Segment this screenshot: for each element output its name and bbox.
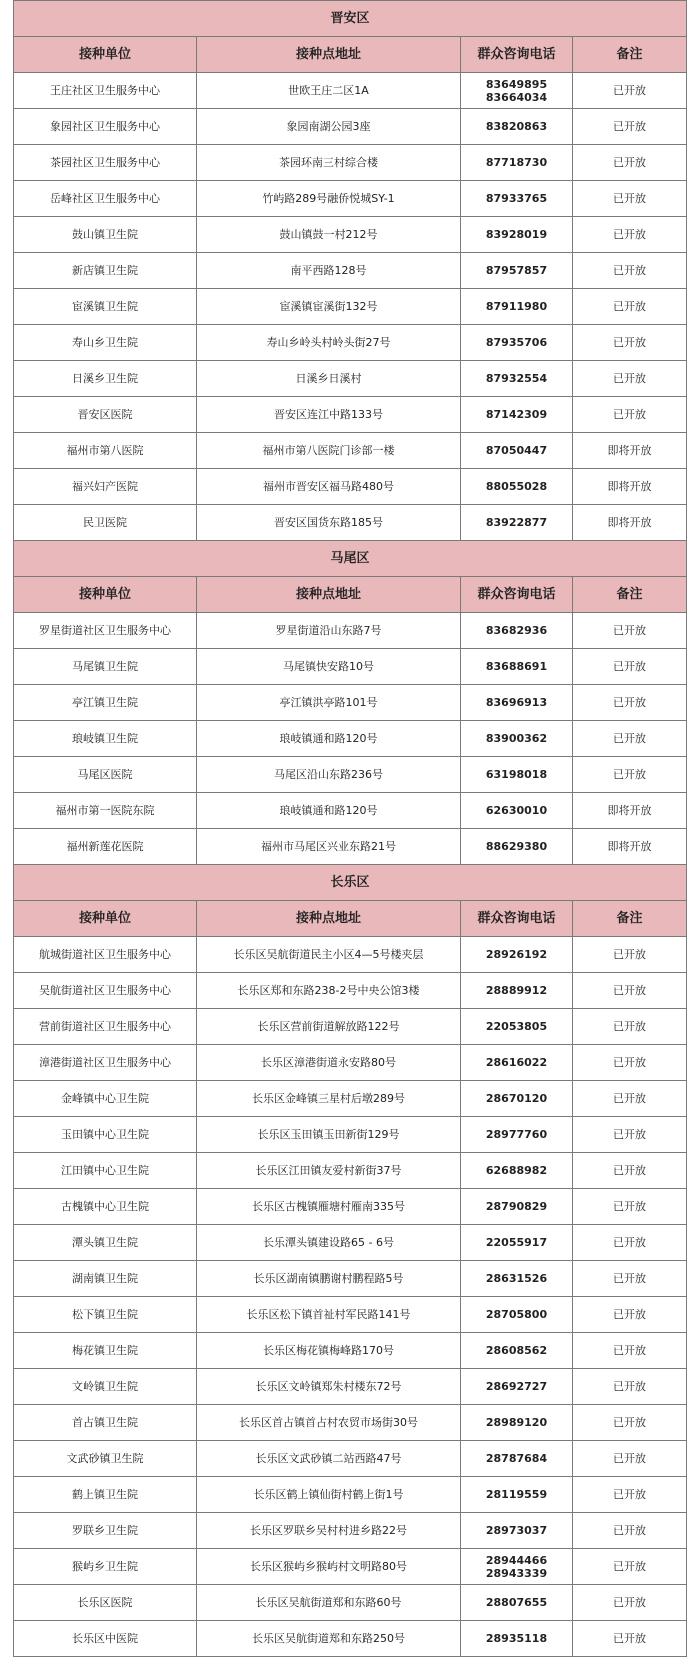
- cell-note: 即将开放: [573, 433, 687, 469]
- phone-number: 83664034: [485, 90, 548, 104]
- cell-note: 已开放: [573, 253, 687, 289]
- cell-unit: 晋安区医院: [14, 397, 197, 433]
- cell-phone: [461, 1441, 573, 1477]
- cell-unit: 琅岐镇卫生院: [14, 721, 197, 757]
- cell-note: 已开放: [573, 1189, 687, 1225]
- cell-note: 已开放: [573, 397, 687, 433]
- section-title: 晋安区: [14, 1, 687, 37]
- cell-phone: [461, 1261, 573, 1297]
- cell-unit: 湖南镇卫生院: [14, 1261, 197, 1297]
- cell-unit: 寿山乡卫生院: [14, 325, 197, 361]
- cell-address: 长乐区吴航街道郑和东路250号: [197, 1621, 461, 1657]
- cell-note: 已开放: [573, 181, 687, 217]
- table-row: [14, 757, 687, 793]
- table-row: [14, 253, 687, 289]
- cell-phone: [461, 973, 573, 1009]
- table-row: [14, 721, 687, 757]
- cell-note: 已开放: [573, 1369, 687, 1405]
- cell-note: 已开放: [573, 145, 687, 181]
- cell-unit: 长乐区医院: [14, 1585, 197, 1621]
- cell-address: 长乐区文武砂镇二站西路47号: [197, 1441, 461, 1477]
- cell-phone: [461, 1225, 573, 1261]
- table-body: [14, 1, 687, 1657]
- cell-unit: 航城街道社区卫生服务中心: [14, 937, 197, 973]
- section-title-row: [14, 541, 687, 577]
- cell-address: 竹屿路289号融侨悦城SY-1: [197, 181, 461, 217]
- cell-unit: 漳港街道社区卫生服务中心: [14, 1045, 197, 1081]
- phone-number: 28926192: [485, 948, 548, 961]
- cell-unit: 梅花镇卫生院: [14, 1333, 197, 1369]
- cell-phone: [461, 109, 573, 145]
- cell-unit: 玉田镇中心卫生院: [14, 1117, 197, 1153]
- phone-number: 22055917: [485, 1236, 548, 1249]
- cell-note: 已开放: [573, 1549, 687, 1585]
- cell-phone: [461, 361, 573, 397]
- cell-address: 长乐区吴航街道民主小区4—5号楼夹层: [197, 937, 461, 973]
- phone-number: 28977760: [485, 1128, 548, 1141]
- phone-number: 28787684: [485, 1452, 548, 1465]
- header-unit: 接种单位: [14, 901, 197, 937]
- cell-unit: 鼓山镇卫生院: [14, 217, 197, 253]
- cell-unit: 岳峰社区卫生服务中心: [14, 181, 197, 217]
- phone-number: 87957857: [485, 264, 548, 277]
- cell-address: 长乐区梅花镇梅峰路170号: [197, 1333, 461, 1369]
- phone-number: 88055028: [485, 480, 548, 493]
- table-row: [14, 793, 687, 829]
- cell-unit: 营前街道社区卫生服务中心: [14, 1009, 197, 1045]
- table-row: [14, 1261, 687, 1297]
- cell-note: 已开放: [573, 1585, 687, 1621]
- table-row: [14, 1225, 687, 1261]
- cell-phone: [461, 829, 573, 865]
- cell-unit: 古槐镇中心卫生院: [14, 1189, 197, 1225]
- cell-unit: 亭江镇卫生院: [14, 685, 197, 721]
- cell-note: 已开放: [573, 1621, 687, 1657]
- cell-unit: 王庄社区卫生服务中心: [14, 73, 197, 109]
- cell-phone: [461, 1189, 573, 1225]
- table-row: [14, 1369, 687, 1405]
- table-row: [14, 361, 687, 397]
- section-title-row: [14, 865, 687, 901]
- cell-phone: [461, 253, 573, 289]
- section-title-row: [14, 1, 687, 37]
- cell-unit: 文岭镇卫生院: [14, 1369, 197, 1405]
- table-row: [14, 1477, 687, 1513]
- phone-number: 28943339: [485, 1566, 548, 1580]
- cell-note: 已开放: [573, 1297, 687, 1333]
- cell-phone: [461, 1477, 573, 1513]
- header-phone: 群众咨询电话: [461, 577, 573, 613]
- phone-number: 28608562: [485, 1344, 548, 1357]
- cell-note: 已开放: [573, 685, 687, 721]
- cell-note: 已开放: [573, 613, 687, 649]
- phone-number: 28692727: [485, 1380, 548, 1393]
- cell-phone: [461, 1009, 573, 1045]
- cell-address: 马尾区沿山东路236号: [197, 757, 461, 793]
- phone-number: 83922877: [485, 516, 548, 529]
- cell-address: 长乐潭头镇建设路65 - 6号: [197, 1225, 461, 1261]
- cell-phone: [461, 217, 573, 253]
- table-row: [14, 685, 687, 721]
- cell-note: 已开放: [573, 1477, 687, 1513]
- header-address: 接种点地址: [197, 577, 461, 613]
- cell-unit: 松下镇卫生院: [14, 1297, 197, 1333]
- cell-address: 福州市晋安区福马路480号: [197, 469, 461, 505]
- cell-address: 长乐区金峰镇三星村后墩289号: [197, 1081, 461, 1117]
- cell-address: 福州市第八医院门诊部一楼: [197, 433, 461, 469]
- cell-unit: 新店镇卫生院: [14, 253, 197, 289]
- cell-unit: 福州新莲花医院: [14, 829, 197, 865]
- cell-unit: 猴屿乡卫生院: [14, 1549, 197, 1585]
- phone-number: 83688691: [485, 660, 548, 673]
- cell-note: 即将开放: [573, 505, 687, 541]
- cell-address: 长乐区松下镇首祉村军民路141号: [197, 1297, 461, 1333]
- cell-phone: [461, 289, 573, 325]
- cell-unit: 长乐区中医院: [14, 1621, 197, 1657]
- cell-address: 寿山乡岭头村岭头街27号: [197, 325, 461, 361]
- cell-phone: [461, 1045, 573, 1081]
- cell-phone: [461, 1297, 573, 1333]
- table-row: [14, 1117, 687, 1153]
- cell-address: 长乐区吴航街道郑和东路60号: [197, 1585, 461, 1621]
- cell-note: 已开放: [573, 1441, 687, 1477]
- table-row: [14, 325, 687, 361]
- cell-note: 即将开放: [573, 469, 687, 505]
- table-row: [14, 1549, 687, 1585]
- cell-note: 已开放: [573, 1009, 687, 1045]
- phone-number: 87911980: [485, 300, 548, 313]
- phone-number: 83820863: [485, 120, 548, 133]
- cell-unit: 福州市第八医院: [14, 433, 197, 469]
- header-address: 接种点地址: [197, 901, 461, 937]
- cell-phone: [461, 1153, 573, 1189]
- cell-unit: 福州市第一医院东院: [14, 793, 197, 829]
- cell-note: 已开放: [573, 1225, 687, 1261]
- section-title: 马尾区: [14, 541, 687, 577]
- cell-unit: 金峰镇中心卫生院: [14, 1081, 197, 1117]
- phone-number: 28119559: [485, 1488, 548, 1501]
- phone-number: 87050447: [485, 444, 548, 457]
- phone-number: 62630010: [485, 804, 548, 817]
- cell-unit: 吴航街道社区卫生服务中心: [14, 973, 197, 1009]
- cell-address: 琅岐镇通和路120号: [197, 721, 461, 757]
- cell-address: 琅岐镇通和路120号: [197, 793, 461, 829]
- cell-note: 已开放: [573, 757, 687, 793]
- cell-note: 已开放: [573, 1153, 687, 1189]
- cell-phone: [461, 1405, 573, 1441]
- cell-phone: [461, 325, 573, 361]
- phone-number: 87933765: [485, 192, 548, 205]
- cell-phone: [461, 1585, 573, 1621]
- cell-unit: 马尾镇卫生院: [14, 649, 197, 685]
- cell-address: 晋安区连江中路133号: [197, 397, 461, 433]
- header-unit: 接种单位: [14, 577, 197, 613]
- cell-address: 茶园环南三村综合楼: [197, 145, 461, 181]
- table-row: [14, 73, 687, 109]
- table-row: [14, 1153, 687, 1189]
- phone-number: 87935706: [485, 336, 548, 349]
- table-row: [14, 217, 687, 253]
- cell-unit: 茶园社区卫生服务中心: [14, 145, 197, 181]
- cell-note: 已开放: [573, 325, 687, 361]
- cell-address: 长乐区文岭镇郑朱村楼东72号: [197, 1369, 461, 1405]
- cell-note: 已开放: [573, 721, 687, 757]
- table-row: [14, 469, 687, 505]
- phone-number: 28973037: [485, 1524, 548, 1537]
- header-phone: 群众咨询电话: [461, 37, 573, 73]
- header-note: 备注: [573, 577, 687, 613]
- cell-address: 福州市马尾区兴业东路21号: [197, 829, 461, 865]
- cell-phone: [461, 469, 573, 505]
- cell-address: 晋安区国货东路185号: [197, 505, 461, 541]
- phone-number: 28889912: [485, 984, 548, 997]
- cell-unit: 罗联乡卫生院: [14, 1513, 197, 1549]
- cell-phone: [461, 757, 573, 793]
- cell-note: 已开放: [573, 289, 687, 325]
- cell-address: 长乐区湖南镇鹏谢村鹏程路5号: [197, 1261, 461, 1297]
- phone-number: 28935118: [485, 1632, 548, 1645]
- cell-address: 长乐区猴屿乡猴屿村文明路80号: [197, 1549, 461, 1585]
- table-row: [14, 181, 687, 217]
- cell-address: 长乐区漳港街道永安路80号: [197, 1045, 461, 1081]
- phone-number: 28807655: [485, 1596, 548, 1609]
- cell-address: 鼓山镇鼓一村212号: [197, 217, 461, 253]
- cell-address: 长乐区营前街道解放路122号: [197, 1009, 461, 1045]
- cell-note: 已开放: [573, 73, 687, 109]
- cell-note: 已开放: [573, 1045, 687, 1081]
- phone-number: 83649895: [485, 77, 548, 91]
- phone-number: 88629380: [485, 840, 548, 853]
- cell-address: 长乐区江田镇友爱村新街37号: [197, 1153, 461, 1189]
- table-row: [14, 289, 687, 325]
- phone-number: 28616022: [485, 1056, 548, 1069]
- cell-phone: [461, 613, 573, 649]
- header-unit: 接种单位: [14, 37, 197, 73]
- cell-note: 已开放: [573, 1081, 687, 1117]
- cell-note: 即将开放: [573, 829, 687, 865]
- phone-number: 28670120: [485, 1092, 548, 1105]
- cell-unit: 日溪乡卫生院: [14, 361, 197, 397]
- phone-number: 28705800: [485, 1308, 548, 1321]
- cell-phone: [461, 505, 573, 541]
- cell-unit: 罗星街道社区卫生服务中心: [14, 613, 197, 649]
- cell-note: 已开放: [573, 1261, 687, 1297]
- cell-address: 日溪乡日溪村: [197, 361, 461, 397]
- phone-number: 28631526: [485, 1272, 548, 1285]
- header-note: 备注: [573, 37, 687, 73]
- table-row: [14, 1333, 687, 1369]
- phone-number: 83696913: [485, 696, 548, 709]
- cell-note: 已开放: [573, 1513, 687, 1549]
- cell-note: 已开放: [573, 649, 687, 685]
- column-header-row: [14, 901, 687, 937]
- table-row: [14, 1297, 687, 1333]
- cell-phone: [461, 793, 573, 829]
- table-row: [14, 1441, 687, 1477]
- cell-address: 亭江镇洪亭路101号: [197, 685, 461, 721]
- cell-phone: [461, 1549, 573, 1585]
- table-row: [14, 649, 687, 685]
- cell-phone: [461, 1369, 573, 1405]
- phone-number: 83682936: [485, 624, 548, 637]
- cell-phone: [461, 397, 573, 433]
- cell-address: 长乐区首占镇首占村农贸市场街30号: [197, 1405, 461, 1441]
- cell-phone: [461, 1621, 573, 1657]
- cell-address: 长乐区鹤上镇仙街村鹤上街1号: [197, 1477, 461, 1513]
- table-row: [14, 1513, 687, 1549]
- column-header-row: [14, 37, 687, 73]
- phone-number: 63198018: [485, 768, 548, 781]
- table-row: [14, 1189, 687, 1225]
- cell-note: 已开放: [573, 1405, 687, 1441]
- table-row: [14, 1621, 687, 1657]
- table-row: [14, 433, 687, 469]
- phone-number: 83928019: [485, 228, 548, 241]
- cell-unit: 福兴妇产医院: [14, 469, 197, 505]
- phone-number: 28790829: [485, 1200, 548, 1213]
- cell-phone: [461, 145, 573, 181]
- cell-note: 已开放: [573, 973, 687, 1009]
- cell-address: 宦溪镇宦溪街132号: [197, 289, 461, 325]
- phone-number: 83900362: [485, 732, 548, 745]
- cell-phone: [461, 73, 573, 109]
- section-title: 长乐区: [14, 865, 687, 901]
- cell-unit: 马尾区医院: [14, 757, 197, 793]
- cell-unit: 民卫医院: [14, 505, 197, 541]
- table-row: [14, 109, 687, 145]
- cell-address: 长乐区玉田镇玉田新街129号: [197, 1117, 461, 1153]
- cell-phone: [461, 1513, 573, 1549]
- cell-note: 已开放: [573, 361, 687, 397]
- cell-phone: [461, 1081, 573, 1117]
- vaccination-site-table-container: [13, 0, 686, 1657]
- cell-unit: 江田镇中心卫生院: [14, 1153, 197, 1189]
- phone-number: 87718730: [485, 156, 548, 169]
- cell-phone: [461, 433, 573, 469]
- cell-note: 已开放: [573, 937, 687, 973]
- cell-address: 南平西路128号: [197, 253, 461, 289]
- phone-number: 62688982: [485, 1164, 548, 1177]
- cell-address: 长乐区罗联乡吴村村进乡路22号: [197, 1513, 461, 1549]
- vaccination-site-table: [13, 0, 687, 1657]
- header-address: 接种点地址: [197, 37, 461, 73]
- table-row: [14, 937, 687, 973]
- header-note: 备注: [573, 901, 687, 937]
- cell-unit: 潭头镇卫生院: [14, 1225, 197, 1261]
- cell-unit: 文武砂镇卫生院: [14, 1441, 197, 1477]
- cell-address: 罗星街道沿山东路7号: [197, 613, 461, 649]
- column-header-row: [14, 577, 687, 613]
- cell-unit: 宦溪镇卫生院: [14, 289, 197, 325]
- phone-number: 87142309: [485, 408, 548, 421]
- table-row: [14, 829, 687, 865]
- cell-unit: 首占镇卫生院: [14, 1405, 197, 1441]
- cell-phone: [461, 1117, 573, 1153]
- table-row: [14, 145, 687, 181]
- cell-address: 象园南湖公园3座: [197, 109, 461, 145]
- header-phone: 群众咨询电话: [461, 901, 573, 937]
- table-row: [14, 1081, 687, 1117]
- cell-address: 长乐区郑和东路238-2号中央公馆3楼: [197, 973, 461, 1009]
- cell-address: 长乐区古槐镇雁塘村雁南335号: [197, 1189, 461, 1225]
- cell-phone: [461, 721, 573, 757]
- table-row: [14, 397, 687, 433]
- table-row: [14, 973, 687, 1009]
- cell-address: 马尾镇快安路10号: [197, 649, 461, 685]
- cell-phone: [461, 649, 573, 685]
- phone-number: 28989120: [485, 1416, 548, 1429]
- table-row: [14, 1009, 687, 1045]
- cell-phone: [461, 1333, 573, 1369]
- phone-number: 28944466: [485, 1553, 548, 1567]
- table-row: [14, 1585, 687, 1621]
- phone-number: 22053805: [485, 1020, 548, 1033]
- phone-number: 87932554: [485, 372, 548, 385]
- cell-note: 已开放: [573, 109, 687, 145]
- table-row: [14, 505, 687, 541]
- cell-phone: [461, 685, 573, 721]
- cell-note: 即将开放: [573, 793, 687, 829]
- cell-unit: 鹤上镇卫生院: [14, 1477, 197, 1513]
- cell-phone: [461, 937, 573, 973]
- cell-note: 已开放: [573, 1333, 687, 1369]
- cell-unit: 象园社区卫生服务中心: [14, 109, 197, 145]
- cell-phone: [461, 181, 573, 217]
- cell-note: 已开放: [573, 1117, 687, 1153]
- table-row: [14, 1405, 687, 1441]
- table-row: [14, 1045, 687, 1081]
- cell-note: 已开放: [573, 217, 687, 253]
- table-row: [14, 613, 687, 649]
- cell-address: 世欧王庄二区1A: [197, 73, 461, 109]
